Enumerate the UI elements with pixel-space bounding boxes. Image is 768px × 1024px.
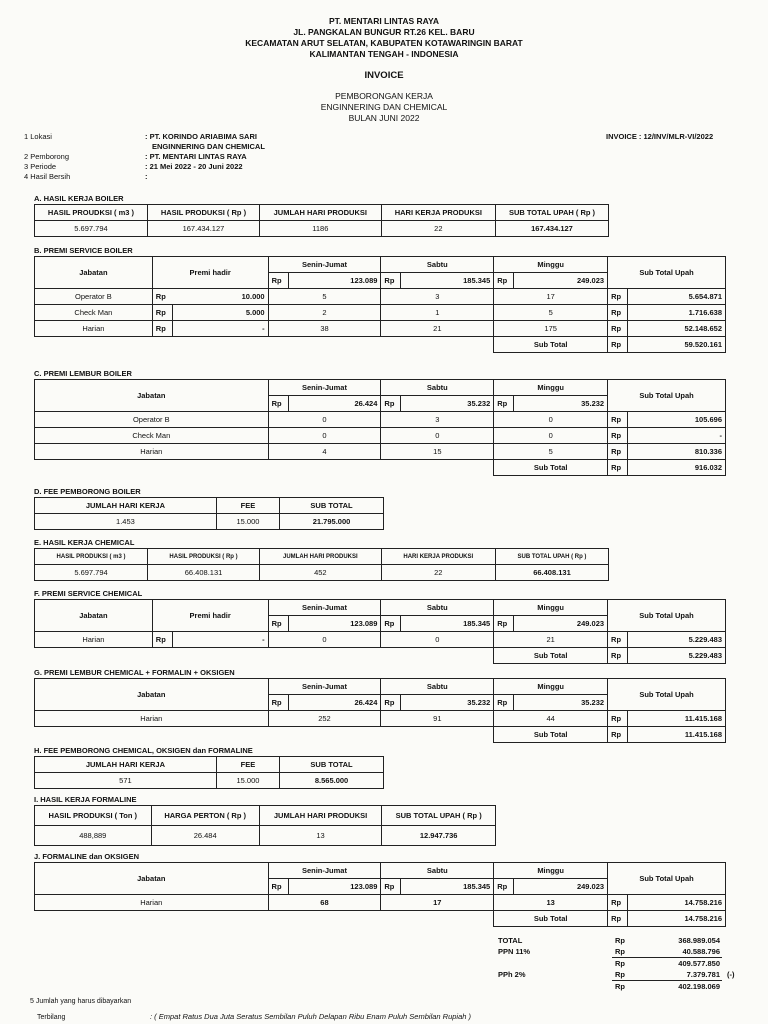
footer-item-5: 5 Jumlah yang harus dibayarkan <box>30 998 132 1005</box>
c-jab: Operator B <box>35 412 269 428</box>
f-rate-sabtu: 185.345 <box>401 616 494 632</box>
j-total: 14.758.216 <box>628 911 726 927</box>
b-jab: Check Man <box>35 305 153 321</box>
table-d <box>34 497 384 530</box>
j-rate-rp: Rp <box>494 879 514 895</box>
f-col-premi: Premi hadir <box>152 600 268 632</box>
c-rp: Rp <box>608 444 628 460</box>
j-rp: Rp <box>608 911 628 927</box>
a-value-3: 22 <box>381 221 495 237</box>
section-j-title: J. FORMALINE dan OKSIGEN <box>34 852 140 861</box>
j-jab: Harian <box>35 895 269 911</box>
b-mg: 175 <box>494 321 608 337</box>
section-f-title: F. PREMI SERVICE CHEMICAL <box>34 589 143 598</box>
e-header-0: HASIL PRODUKSI ( m3 ) <box>35 549 148 565</box>
e-value-3: 22 <box>381 565 495 581</box>
c-st: - <box>628 428 726 444</box>
section-d-title: D. FEE PEMBORONG BOILER <box>34 487 141 496</box>
c-rate-senin: 26.424 <box>288 396 381 412</box>
g-subtotal-label: Sub Total <box>494 727 608 743</box>
c-sb: 3 <box>381 412 494 428</box>
c-sj: 4 <box>268 444 381 460</box>
c-rate-rp: Rp <box>268 396 288 412</box>
c-rate-sabtu: 35.232 <box>401 396 494 412</box>
c-jab: Check Man <box>35 428 269 444</box>
c-sj: 0 <box>268 428 381 444</box>
f-jab: Harian <box>35 632 153 648</box>
b-rp: Rp <box>608 305 628 321</box>
f-rate-senin: 123.089 <box>288 616 381 632</box>
net-rp: Rp <box>615 982 625 991</box>
b-rate-rp: Rp <box>268 273 288 289</box>
doc-subtitle-2: ENGINNERING DAN CHEMICAL <box>320 102 448 112</box>
j-mg: 13 <box>494 895 608 911</box>
table-b <box>34 256 726 353</box>
b-premi: - <box>172 321 268 337</box>
f-col-jabatan: Jabatan <box>35 600 153 632</box>
h-value-2: 8.565.000 <box>280 773 384 789</box>
b-rate-minggu: 249.023 <box>514 273 608 289</box>
net-value: 402.198.069 <box>678 982 720 991</box>
c-mg: 0 <box>494 428 608 444</box>
a-header-4: SUB TOTAL UPAH ( Rp ) <box>496 205 609 221</box>
j-col-minggu: Minggu <box>494 863 608 879</box>
h-value-0: 571 <box>35 773 217 789</box>
table-i <box>34 805 496 846</box>
e-value-0: 5.697.794 <box>35 565 148 581</box>
b-sj: 38 <box>268 321 381 337</box>
j-sj: 68 <box>268 895 381 911</box>
g-rate-senin: 26.424 <box>288 695 381 711</box>
g-sb: 91 <box>381 711 494 727</box>
b-st: 1.716.638 <box>628 305 726 321</box>
g-rate-rp: Rp <box>494 695 514 711</box>
g-sj: 252 <box>268 711 381 727</box>
b-rp: Rp <box>152 289 172 305</box>
f-rp: Rp <box>608 648 628 664</box>
g-rate-sabtu: 35.232 <box>401 695 494 711</box>
j-subtotal-label: Sub Total <box>494 911 608 927</box>
info-value-periode: : 21 Mei 2022 - 20 Juni 2022 <box>145 162 243 171</box>
b-col-premi: Premi hadir <box>152 257 268 289</box>
company-address-2: KECAMATAN ARUT SELATAN, KABUPATEN KOTAWARINGIN BARAT <box>245 38 523 48</box>
j-col-senin: Senin-Jumat <box>268 863 381 879</box>
c-sj: 0 <box>268 412 381 428</box>
c-rate-rp: Rp <box>381 396 401 412</box>
h-header-1: FEE <box>216 757 279 773</box>
g-rate-minggu: 35.232 <box>514 695 608 711</box>
b-total: 59.520.161 <box>628 337 726 353</box>
a-header-3: HARI KERJA PRODUKSI <box>381 205 495 221</box>
i-header-1: HARGA PERTON ( Rp ) <box>151 806 259 826</box>
c-rp: Rp <box>608 460 628 476</box>
section-g-title: G. PREMI LEMBUR CHEMICAL + FORMALIN + OKSIGEN <box>34 668 235 677</box>
table-row <box>35 412 726 428</box>
g-col-senin: Senin-Jumat <box>268 679 381 695</box>
doc-title: INVOICE <box>364 70 404 81</box>
table-f <box>34 599 726 664</box>
after-ppn-value: 409.577.850 <box>678 959 720 968</box>
table-h <box>34 756 384 789</box>
e-value-1: 66.408.131 <box>148 565 260 581</box>
i-header-0: HASIL PRODUKSI ( Ton ) <box>35 806 152 826</box>
f-col-senin: Senin-Jumat <box>268 600 381 616</box>
g-rate-rp: Rp <box>268 695 288 711</box>
table-e <box>34 548 609 581</box>
b-rp: Rp <box>608 321 628 337</box>
f-premi: - <box>172 632 268 648</box>
b-col-minggu: Minggu <box>494 257 608 273</box>
total-rp: Rp <box>615 936 625 945</box>
table-a <box>34 204 609 237</box>
f-subtotal-label: Sub Total <box>494 648 608 664</box>
table-row <box>35 321 726 337</box>
doc-subtitle-1: PEMBORONGAN KERJA <box>335 91 433 101</box>
section-c-title: C. PREMI LEMBUR BOILER <box>34 369 132 378</box>
j-col-subtotal: Sub Total Upah <box>608 863 726 895</box>
c-st: 105.696 <box>628 412 726 428</box>
terbilang-label: Terbilang <box>37 1014 66 1021</box>
j-rate-sabtu: 185.345 <box>401 879 494 895</box>
b-rp: Rp <box>608 289 628 305</box>
c-col-senin: Senin-Jumat <box>268 380 381 396</box>
b-jab: Harian <box>35 321 153 337</box>
h-value-1: 15.000 <box>216 773 279 789</box>
j-rate-rp: Rp <box>268 879 288 895</box>
b-col-sabtu: Sabtu <box>381 257 494 273</box>
j-col-sabtu: Sabtu <box>381 863 494 879</box>
e-value-2: 452 <box>260 565 382 581</box>
info-value-lokasi: : PT. KORINDO ARIABIMA SARI <box>145 132 257 141</box>
b-rp: Rp <box>152 305 172 321</box>
g-col-subtotal: Sub Total Upah <box>608 679 726 711</box>
table-row <box>35 289 726 305</box>
table-c <box>34 379 726 476</box>
c-st: 810.336 <box>628 444 726 460</box>
i-value-1: 26.484 <box>151 826 259 846</box>
b-jab: Operator B <box>35 289 153 305</box>
g-col-jabatan: Jabatan <box>35 679 269 711</box>
b-sb: 3 <box>381 289 494 305</box>
e-value-4: 66.408.131 <box>495 565 608 581</box>
h-header-2: SUB TOTAL <box>280 757 384 773</box>
info-label-pemborong: 2 Pemborong <box>24 152 70 161</box>
i-header-3: SUB TOTAL UPAH ( Rp ) <box>382 806 496 826</box>
a-value-2: 1186 <box>259 221 381 237</box>
b-premi: 10.000 <box>172 289 268 305</box>
section-i-title: I. HASIL KERJA FORMALINE <box>34 795 137 804</box>
table-j <box>34 862 726 927</box>
f-sj: 0 <box>268 632 381 648</box>
ppn-underline <box>612 957 722 958</box>
f-col-subtotal: Sub Total Upah <box>608 600 726 632</box>
c-sb: 15 <box>381 444 494 460</box>
company-address-3: KALIMANTAN TENGAH - INDONESIA <box>309 49 459 59</box>
pph-label: PPh 2% <box>498 970 526 979</box>
f-sb: 0 <box>381 632 494 648</box>
company-address-1: JL. PANGKALAN BUNGUR RT.26 KEL. BARU <box>293 27 475 37</box>
i-header-2: JUMLAH HARI PRODUKSI <box>259 806 382 826</box>
info-value-lokasi-2: ENGINNERING DAN CHEMICAL <box>152 142 265 151</box>
f-col-sabtu: Sabtu <box>381 600 494 616</box>
a-header-2: JUMLAH HARI PRODUKSI <box>259 205 381 221</box>
terbilang-text: : ( Empat Ratus Dua Juta Seratus Sembilan Puluh Delapan Ribu Enam Puluh Sembilan Rupiah ) <box>150 1012 472 1021</box>
a-value-1: 167.434.127 <box>147 221 259 237</box>
table-row <box>35 895 726 911</box>
j-rate-rp: Rp <box>381 879 401 895</box>
total-value: 368.989.054 <box>678 936 720 945</box>
g-st: 11.415.168 <box>628 711 726 727</box>
b-rate-rp: Rp <box>494 273 514 289</box>
b-st: 5.654.871 <box>628 289 726 305</box>
c-col-subtotal: Sub Total Upah <box>608 380 726 412</box>
a-header-1: HASIL PRODUKSI ( Rp ) <box>147 205 259 221</box>
info-label-lokasi: 1 Lokasi <box>24 132 52 141</box>
f-rate-rp: Rp <box>268 616 288 632</box>
c-rp: Rp <box>608 428 628 444</box>
table-row <box>35 444 726 460</box>
j-rp: Rp <box>608 895 628 911</box>
i-value-2: 13 <box>259 826 382 846</box>
c-rate-rp: Rp <box>494 396 514 412</box>
f-rate-rp: Rp <box>494 616 514 632</box>
j-rate-minggu: 249.023 <box>514 879 608 895</box>
f-rp: Rp <box>152 632 172 648</box>
g-total: 11.415.168 <box>628 727 726 743</box>
b-rate-senin: 123.089 <box>288 273 381 289</box>
e-header-4: SUB TOTAL UPAH ( Rp ) <box>495 549 608 565</box>
a-header-0: HASIL PROUDKSI ( m3 ) <box>35 205 148 221</box>
company-name: PT. MENTARI LINTAS RAYA <box>328 16 440 26</box>
b-rate-sabtu: 185.345 <box>401 273 494 289</box>
g-rp: Rp <box>608 727 628 743</box>
b-rp: Rp <box>608 337 628 353</box>
c-col-minggu: Minggu <box>494 380 608 396</box>
b-premi: 5.000 <box>172 305 268 321</box>
total-label: TOTAL <box>498 936 523 945</box>
j-col-jabatan: Jabatan <box>35 863 269 895</box>
c-mg: 5 <box>494 444 608 460</box>
pph-sign: (-) <box>727 970 735 979</box>
info-label-periode: 3 Periode <box>24 162 57 171</box>
a-value-4: 167.434.127 <box>496 221 609 237</box>
ppn-label: PPN 11% <box>498 947 531 956</box>
f-rp: Rp <box>608 632 628 648</box>
c-subtotal-label: Sub Total <box>494 460 608 476</box>
f-rate-minggu: 249.023 <box>514 616 608 632</box>
table-row <box>35 428 726 444</box>
c-jab: Harian <box>35 444 269 460</box>
b-sb: 1 <box>381 305 494 321</box>
h-header-0: JUMLAH HARI KERJA <box>35 757 217 773</box>
c-rate-minggu: 35.232 <box>514 396 608 412</box>
b-mg: 17 <box>494 289 608 305</box>
table-row <box>35 305 726 321</box>
b-sj: 2 <box>268 305 381 321</box>
b-st: 52.148.652 <box>628 321 726 337</box>
g-rate-rp: Rp <box>381 695 401 711</box>
b-sb: 21 <box>381 321 494 337</box>
j-st: 14.758.216 <box>628 895 726 911</box>
table-row <box>35 711 726 727</box>
g-col-sabtu: Sabtu <box>381 679 494 695</box>
i-value-0: 488,889 <box>35 826 152 846</box>
after-ppn-rp: Rp <box>615 959 625 968</box>
section-e-title: E. HASIL KERJA CHEMICAL <box>34 538 135 547</box>
f-st: 5.229.483 <box>628 632 726 648</box>
f-col-minggu: Minggu <box>494 600 608 616</box>
pph-rp: Rp <box>615 970 625 979</box>
c-col-sabtu: Sabtu <box>381 380 494 396</box>
e-header-1: HASIL PRODUKSI ( Rp ) <box>148 549 260 565</box>
g-rp: Rp <box>608 711 628 727</box>
d-header-2: SUB TOTAL <box>280 498 384 514</box>
pph-underline <box>612 980 722 981</box>
invoice-number: INVOICE : 12/INV/MLR-VI/2022 <box>606 132 714 141</box>
g-col-minggu: Minggu <box>494 679 608 695</box>
b-col-senin: Senin-Jumat <box>268 257 381 273</box>
d-header-0: JUMLAH HARI KERJA <box>35 498 217 514</box>
j-sb: 17 <box>381 895 494 911</box>
table-g <box>34 678 726 743</box>
g-jab: Harian <box>35 711 269 727</box>
f-mg: 21 <box>494 632 608 648</box>
e-header-3: HARI KERJA PRODUKSI <box>381 549 495 565</box>
d-value-0: 1.453 <box>35 514 217 530</box>
g-mg: 44 <box>494 711 608 727</box>
d-value-2: 21.795.000 <box>280 514 384 530</box>
d-value-1: 15.000 <box>216 514 279 530</box>
c-col-jabatan: Jabatan <box>35 380 269 412</box>
table-row <box>35 632 726 648</box>
info-value-pemborong: : PT. MENTARI LINTAS RAYA <box>145 152 247 161</box>
b-col-subtotal: Sub Total Upah <box>608 257 726 289</box>
b-subtotal-label: Sub Total <box>494 337 608 353</box>
j-rate-senin: 123.089 <box>288 879 381 895</box>
b-mg: 5 <box>494 305 608 321</box>
e-header-2: JUMLAH HARI PRODUKSI <box>260 549 382 565</box>
ppn-rp: Rp <box>615 947 625 956</box>
d-header-1: FEE <box>216 498 279 514</box>
c-sb: 0 <box>381 428 494 444</box>
section-b-title: B. PREMI SERVICE BOILER <box>34 246 133 255</box>
ppn-value: 40.588.796 <box>682 947 720 956</box>
info-value-hasil-bersih: : <box>145 172 148 181</box>
a-value-0: 5.697.794 <box>35 221 148 237</box>
f-rate-rp: Rp <box>381 616 401 632</box>
doc-subtitle-3: BULAN JUNI 2022 <box>348 113 420 123</box>
section-h-title: H. FEE PEMBORONG CHEMICAL, OKSIGEN dan FORMALINE <box>34 746 253 755</box>
b-col-jabatan: Jabatan <box>35 257 153 289</box>
i-value-3: 12.947.736 <box>382 826 496 846</box>
f-total: 5.229.483 <box>628 648 726 664</box>
c-mg: 0 <box>494 412 608 428</box>
b-sj: 5 <box>268 289 381 305</box>
c-total: 916.032 <box>628 460 726 476</box>
info-label-hasil-bersih: 4 Hasil Bersih <box>24 172 71 181</box>
pph-value: 7.379.781 <box>686 970 720 979</box>
b-rate-rp: Rp <box>381 273 401 289</box>
c-rp: Rp <box>608 412 628 428</box>
section-a-title: A. HASIL KERJA BOILER <box>34 194 124 203</box>
b-rp: Rp <box>152 321 172 337</box>
